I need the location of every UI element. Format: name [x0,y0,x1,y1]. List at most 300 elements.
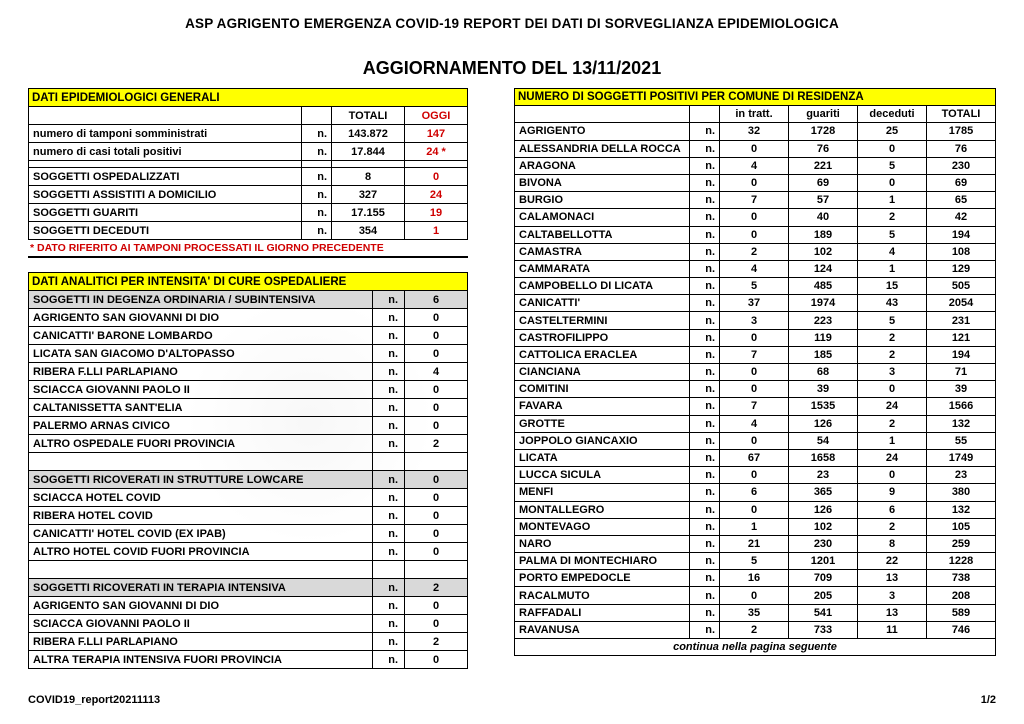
municipality-deceduti: 22 [858,553,927,570]
municipality-guariti: 126 [789,501,858,518]
municipality-deceduti: 0 [858,174,927,191]
municipality-in-tratt: 5 [720,553,789,570]
analytic-group-title-row [29,291,468,309]
municipality-deceduti: 13 [858,604,927,621]
municipalities-header-unit [690,106,720,123]
municipality-in-tratt: 0 [720,174,789,191]
municipality-guariti: 1658 [789,449,858,466]
municipalities-header-row [515,106,996,123]
analytic-row-unit: n. [373,489,405,507]
analytic-group-value: 2 [405,579,468,597]
municipality-in-tratt: 5 [720,278,789,295]
municipality-guariti: 221 [789,157,858,174]
municipality-deceduti: 1 [858,260,927,277]
general-row-totali: 327 [332,186,405,204]
analytic-row-value: 0 [405,399,468,417]
analytic-row-value: 0 [405,651,468,669]
table-row [515,364,996,381]
analytic-row-value: 0 [405,345,468,363]
municipality-in-tratt: 0 [720,432,789,449]
general-row-unit: n. [302,222,332,240]
municipality-totali: 231 [927,312,996,329]
municipality-totali: 259 [927,535,996,552]
page-title: ASP AGRIGENTO EMERGENZA COVID-19 REPORT DEI DATI DI SORVEGLIANZA EPIDEMIOLOGICA [185,16,839,31]
municipality-deceduti: 0 [858,140,927,157]
analytic-row-label: CALTANISSETTA SANT'ELIA [29,399,373,417]
municipality-deceduti: 9 [858,484,927,501]
municipality-guariti: 485 [789,278,858,295]
municipality-in-tratt: 3 [720,312,789,329]
municipality-totali: 23 [927,467,996,484]
municipality-deceduti: 6 [858,501,927,518]
table-row [515,501,996,518]
municipality-totali: 194 [927,226,996,243]
table-row [29,143,468,161]
spacer-cell [332,161,405,168]
table-row [29,435,468,453]
table-row [515,123,996,140]
municipality-unit: n. [690,398,720,415]
municipality-deceduti: 24 [858,398,927,415]
analytic-group-label: SOGGETTI IN DEGENZA ORDINARIA / SUBINTENSIVA [29,291,373,309]
table-row [29,399,468,417]
municipalities-header-blank [515,106,690,123]
municipality-in-tratt: 0 [720,587,789,604]
footer-page-number: 1/2 [980,694,996,706]
municipality-guariti: 102 [789,518,858,535]
table-row [515,260,996,277]
table-row [29,525,468,543]
municipalities-table [514,88,996,656]
general-row-unit: n. [302,168,332,186]
analytic-row-unit: n. [373,381,405,399]
spacer-cell [405,561,468,579]
municipality-name: NARO [515,535,690,552]
municipality-unit: n. [690,484,720,501]
analytic-row-value: 4 [405,363,468,381]
municipality-unit: n. [690,140,720,157]
municipality-name: CAMMARATA [515,260,690,277]
analytic-row-unit: n. [373,525,405,543]
table-row [515,587,996,604]
municipality-totali: 380 [927,484,996,501]
municipality-guariti: 223 [789,312,858,329]
analytic-spacer-row [29,453,468,471]
municipality-deceduti: 13 [858,570,927,587]
table-row [29,327,468,345]
analytic-group-unit: n. [373,579,405,597]
municipality-unit: n. [690,346,720,363]
general-row-totali: 8 [332,168,405,186]
municipality-in-tratt: 2 [720,621,789,638]
municipality-totali: 746 [927,621,996,638]
table-row [29,651,468,669]
municipality-unit: n. [690,209,720,226]
municipality-name: COMITINI [515,381,690,398]
analytic-group-title-row [29,471,468,489]
municipality-in-tratt: 21 [720,535,789,552]
municipalities-header-in-tratt: in tratt. [720,106,789,123]
municipality-unit: n. [690,329,720,346]
municipality-totali: 105 [927,518,996,535]
municipality-in-tratt: 0 [720,329,789,346]
municipalities-continues: continua nella pagina seguente [515,639,996,656]
municipality-unit: n. [690,553,720,570]
municipality-name: CALAMONACI [515,209,690,226]
general-header-unit [302,107,332,125]
municipality-guariti: 76 [789,140,858,157]
municipality-in-tratt: 0 [720,467,789,484]
analytic-row-unit: n. [373,327,405,345]
table-row [29,507,468,525]
table-row [29,633,468,651]
municipality-in-tratt: 4 [720,260,789,277]
municipality-guariti: 709 [789,570,858,587]
municipality-deceduti: 43 [858,295,927,312]
general-row-label: numero di tamponi somministrati [29,125,302,143]
municipality-totali: 208 [927,587,996,604]
municipality-deceduti: 5 [858,312,927,329]
table-row [515,192,996,209]
table-row [515,312,996,329]
table-row [29,125,468,143]
municipality-guariti: 1201 [789,553,858,570]
analytic-row-unit: n. [373,507,405,525]
table-row [29,168,468,186]
analytic-row-label: SCIACCA HOTEL COVID [29,489,373,507]
table-row [29,186,468,204]
table-row [515,243,996,260]
table-row [515,278,996,295]
general-row-oggi: 1 [405,222,468,240]
analytic-row-label: RIBERA F.LLI PARLAPIANO [29,363,373,381]
table-row [29,489,468,507]
municipality-unit: n. [690,381,720,398]
general-row-unit: n. [302,125,332,143]
municipality-unit: n. [690,518,720,535]
table-row [29,363,468,381]
municipality-unit: n. [690,123,720,140]
municipality-guariti: 69 [789,174,858,191]
footer-file-name: COVID19_report20211113 [28,694,161,706]
municipality-guariti: 1728 [789,123,858,140]
general-band-row [29,89,468,107]
analytic-row-label: ALTRO OSPEDALE FUORI PROVINCIA [29,435,373,453]
general-row-oggi: 24 * [405,143,468,161]
municipality-name: JOPPOLO GIANCAXIO [515,432,690,449]
municipality-guariti: 189 [789,226,858,243]
municipality-in-tratt: 67 [720,449,789,466]
general-row-oggi: 24 [405,186,468,204]
table-row [515,209,996,226]
general-header-row [29,107,468,125]
municipality-unit: n. [690,449,720,466]
municipality-totali: 132 [927,501,996,518]
municipality-in-tratt: 32 [720,123,789,140]
municipality-deceduti: 8 [858,535,927,552]
analytic-row-value: 2 [405,435,468,453]
municipality-guariti: 23 [789,467,858,484]
analytic-row-value: 2 [405,633,468,651]
table-row [515,398,996,415]
table-row [29,309,468,327]
analytic-row-label: AGRIGENTO SAN GIOVANNI DI DIO [29,309,373,327]
municipality-name: ARAGONA [515,157,690,174]
municipality-totali: 69 [927,174,996,191]
municipality-guariti: 365 [789,484,858,501]
municipality-guariti: 126 [789,415,858,432]
table-row [29,345,468,363]
municipality-name: LUCCA SICULA [515,467,690,484]
general-row-totali: 143.872 [332,125,405,143]
municipality-totali: 505 [927,278,996,295]
municipality-name: CASTELTERMINI [515,312,690,329]
analytic-row-value: 0 [405,417,468,435]
municipality-unit: n. [690,226,720,243]
table-row [29,381,468,399]
analytic-row-unit: n. [373,399,405,417]
municipality-unit: n. [690,174,720,191]
table-row [515,415,996,432]
municipalities-header-totali: TOTALI [927,106,996,123]
municipality-deceduti: 5 [858,157,927,174]
municipality-guariti: 185 [789,346,858,363]
municipality-unit: n. [690,192,720,209]
table-row [515,518,996,535]
municipality-totali: 108 [927,243,996,260]
table-row [29,543,468,561]
general-row-label: numero di casi totali positivi [29,143,302,161]
table-row [515,467,996,484]
analytic-group-unit: n. [373,471,405,489]
analytic-row-unit: n. [373,597,405,615]
municipality-deceduti: 11 [858,621,927,638]
municipality-in-tratt: 7 [720,346,789,363]
municipality-name: CANICATTI' [515,295,690,312]
municipality-guariti: 57 [789,192,858,209]
right-column [514,88,996,656]
table-row [29,597,468,615]
municipality-deceduti: 2 [858,329,927,346]
municipality-name: MONTEVAGO [515,518,690,535]
municipality-name: BURGIO [515,192,690,209]
general-row-totali: 17.844 [332,143,405,161]
municipality-in-tratt: 16 [720,570,789,587]
table-row [515,381,996,398]
analytic-group-label: SOGGETTI RICOVERATI IN STRUTTURE LOWCARE [29,471,373,489]
municipality-totali: 1566 [927,398,996,415]
table-row [29,615,468,633]
general-row-totali: 354 [332,222,405,240]
municipality-in-tratt: 0 [720,226,789,243]
municipality-totali: 129 [927,260,996,277]
table-row [515,484,996,501]
analytic-row-unit: n. [373,417,405,435]
municipality-name: RAVANUSA [515,621,690,638]
spacer-cell [302,161,332,168]
municipalities-band: NUMERO DI SOGGETTI POSITIVI PER COMUNE DI RESIDENZA [515,89,996,106]
municipality-deceduti: 1 [858,432,927,449]
municipality-name: MONTALLEGRO [515,501,690,518]
municipality-unit: n. [690,621,720,638]
general-row-unit: n. [302,204,332,222]
municipality-guariti: 54 [789,432,858,449]
municipality-deceduti: 4 [858,243,927,260]
analytic-row-value: 0 [405,489,468,507]
municipality-in-tratt: 1 [720,518,789,535]
municipality-guariti: 1535 [789,398,858,415]
table-row [29,204,468,222]
municipality-totali: 1749 [927,449,996,466]
municipality-guariti: 1974 [789,295,858,312]
general-row-label: SOGGETTI ASSISTITI A DOMICILIO [29,186,302,204]
analytic-row-value: 0 [405,507,468,525]
municipality-totali: 1785 [927,123,996,140]
analytic-row-unit: n. [373,309,405,327]
municipality-unit: n. [690,604,720,621]
municipality-totali: 2054 [927,295,996,312]
analytic-band-row [29,273,468,291]
analytic-band: DATI ANALITICI PER INTENSITA' DI CURE OSPEDALIERE [29,273,468,291]
municipality-name: ALESSANDRIA DELLA ROCCA [515,140,690,157]
municipalities-band-row [515,89,996,106]
municipality-name: CATTOLICA ERACLEA [515,346,690,363]
analytic-care-table [28,272,468,669]
municipality-guariti: 68 [789,364,858,381]
analytic-row-label: CANICATTI' BARONE LOMBARDO [29,327,373,345]
general-row-label: SOGGETTI OSPEDALIZZATI [29,168,302,186]
analytic-row-unit: n. [373,435,405,453]
municipality-unit: n. [690,415,720,432]
analytic-row-unit: n. [373,615,405,633]
municipality-totali: 71 [927,364,996,381]
analytic-group-value: 6 [405,291,468,309]
municipality-name: CAMPOBELLO DI LICATA [515,278,690,295]
analytic-row-value: 0 [405,543,468,561]
analytic-group-title-row [29,579,468,597]
analytic-row-value: 0 [405,381,468,399]
general-header-blank [29,107,302,125]
spacer-cell [373,453,405,471]
analytic-row-label: ALTRA TERAPIA INTENSIVA FUORI PROVINCIA [29,651,373,669]
municipality-name: CASTROFILIPPO [515,329,690,346]
analytic-group-unit: n. [373,291,405,309]
municipality-unit: n. [690,587,720,604]
municipality-name: GROTTE [515,415,690,432]
general-band: DATI EPIDEMIOLOGICI GENERALI [29,89,468,107]
analytic-row-unit: n. [373,345,405,363]
municipality-unit: n. [690,432,720,449]
municipality-in-tratt: 0 [720,140,789,157]
municipality-name: PALMA DI MONTECHIARO [515,553,690,570]
municipalities-header-guariti: guariti [789,106,858,123]
municipality-deceduti: 25 [858,123,927,140]
municipality-deceduti: 3 [858,364,927,381]
analytic-row-unit: n. [373,543,405,561]
analytic-row-value: 0 [405,597,468,615]
municipality-totali: 55 [927,432,996,449]
municipality-name: FAVARA [515,398,690,415]
municipality-guariti: 124 [789,260,858,277]
municipality-in-tratt: 0 [720,209,789,226]
spacer-cell [29,161,302,168]
analytic-row-label: RIBERA F.LLI PARLAPIANO [29,633,373,651]
spacer-cell [405,161,468,168]
general-row-unit: n. [302,186,332,204]
table-row [515,295,996,312]
municipality-deceduti: 5 [858,226,927,243]
municipality-name: CALTABELLOTTA [515,226,690,243]
analytic-group-value: 0 [405,471,468,489]
general-note: * DATO RIFERITO AI TAMPONI PROCESSATI IL GIORNO PRECEDENTE [30,242,384,254]
analytic-row-label: LICATA SAN GIACOMO D'ALTOPASSO [29,345,373,363]
analytic-row-value: 0 [405,525,468,543]
municipality-in-tratt: 0 [720,381,789,398]
spacer-cell [29,561,373,579]
analytic-row-label: PALERMO ARNAS CIVICO [29,417,373,435]
municipality-guariti: 119 [789,329,858,346]
table-row [29,417,468,435]
municipality-unit: n. [690,535,720,552]
municipality-in-tratt: 0 [720,364,789,381]
municipality-guariti: 733 [789,621,858,638]
municipality-name: MENFI [515,484,690,501]
spacer-cell [405,453,468,471]
table-row [515,535,996,552]
municipality-name: LICATA [515,449,690,466]
municipality-deceduti: 2 [858,415,927,432]
municipality-unit: n. [690,501,720,518]
municipality-deceduti: 2 [858,518,927,535]
analytic-row-value: 0 [405,615,468,633]
table-row [515,226,996,243]
general-row-oggi: 0 [405,168,468,186]
municipality-totali: 76 [927,140,996,157]
municipality-unit: n. [690,467,720,484]
municipality-in-tratt: 2 [720,243,789,260]
table-row [515,329,996,346]
left-column [28,88,468,669]
general-row-totali: 17.155 [332,204,405,222]
municipality-in-tratt: 7 [720,192,789,209]
table-row [515,570,996,587]
municipalities-header-deceduti: deceduti [858,106,927,123]
general-epidemiology-table [28,88,468,240]
table-row [515,174,996,191]
municipality-totali: 39 [927,381,996,398]
municipality-deceduti: 0 [858,467,927,484]
municipality-totali: 738 [927,570,996,587]
municipality-deceduti: 0 [858,381,927,398]
municipality-in-tratt: 35 [720,604,789,621]
spacer-cell [29,453,373,471]
municipality-totali: 230 [927,157,996,174]
table-row [515,553,996,570]
analytic-row-label: RIBERA HOTEL COVID [29,507,373,525]
analytic-row-unit: n. [373,651,405,669]
municipality-guariti: 40 [789,209,858,226]
municipality-name: CAMASTRA [515,243,690,260]
municipality-name: CIANCIANA [515,364,690,381]
municipality-guariti: 230 [789,535,858,552]
municipalities-continues-row [515,639,996,656]
municipality-in-tratt: 4 [720,415,789,432]
general-header-oggi: OGGI [405,107,468,125]
analytic-row-label: SCIACCA GIOVANNI PAOLO II [29,615,373,633]
municipality-unit: n. [690,570,720,587]
table-row [515,346,996,363]
spacer [28,258,468,272]
